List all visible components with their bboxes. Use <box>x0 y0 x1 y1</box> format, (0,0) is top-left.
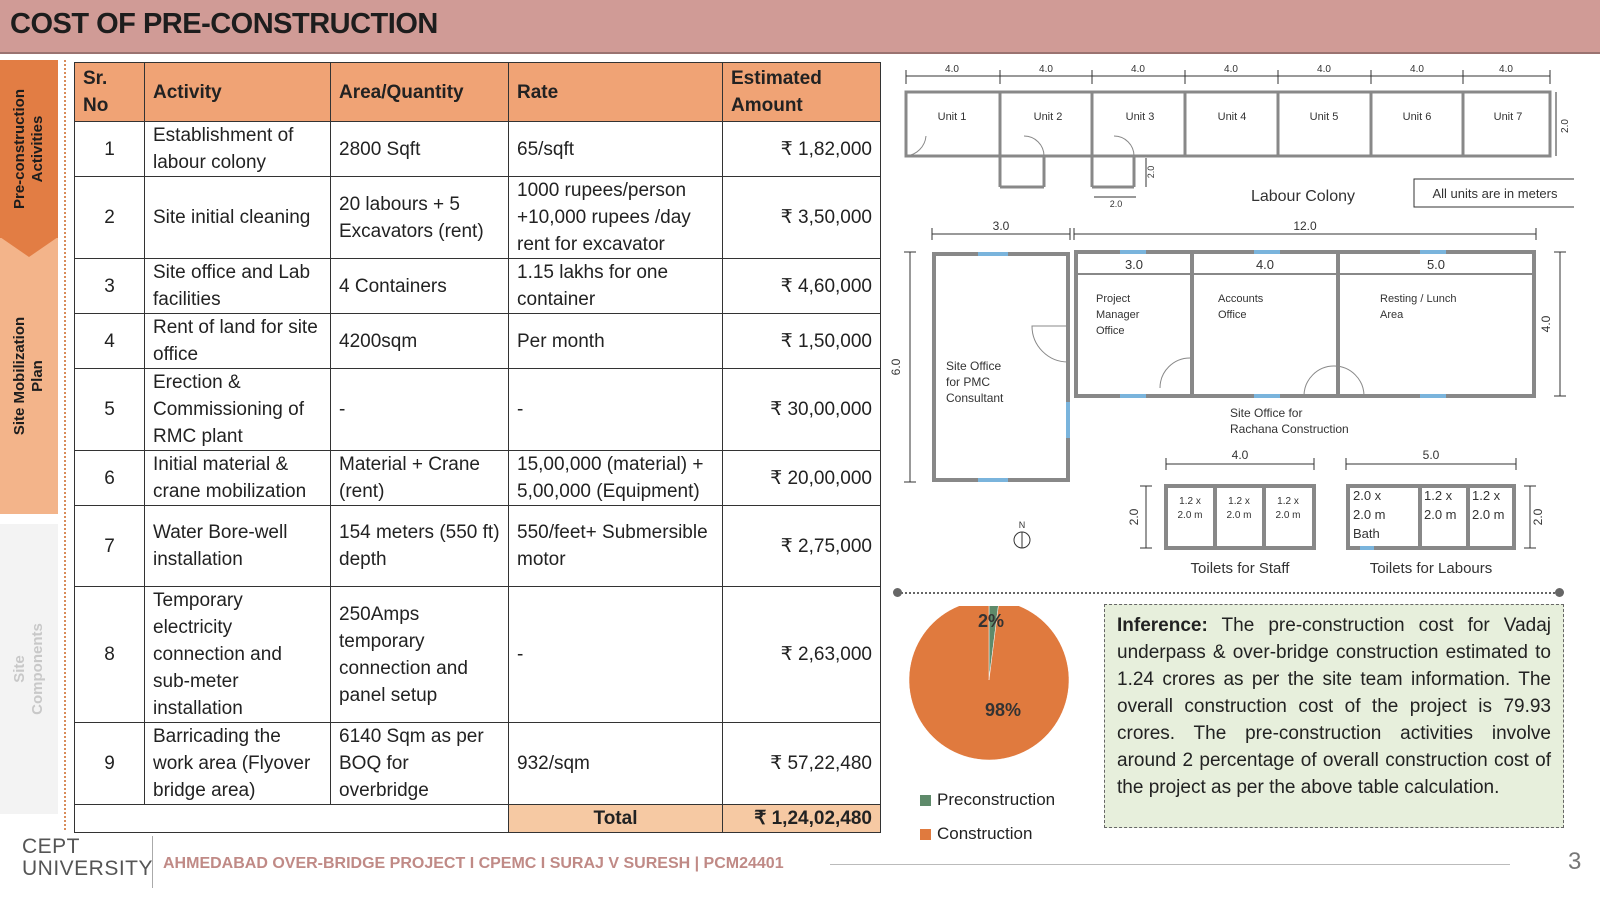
cost-pie-chart <box>907 606 1087 776</box>
cell-sr: 8 <box>75 587 145 723</box>
cell-amount: ₹ 20,00,000 <box>723 451 881 506</box>
room-label: Project <box>1096 293 1131 305</box>
labour-toilet-label: Toilets for Labours <box>1369 560 1493 577</box>
sidebar-label: Site Components <box>11 623 46 715</box>
table-header-row <box>75 63 881 122</box>
room-label: Manager <box>1096 309 1140 321</box>
logo-bottom: UNIVERSITY <box>22 857 154 880</box>
pmc-label-lines <box>946 359 1004 405</box>
toilet-cell-label: 2.0 m <box>1226 510 1252 521</box>
cept-logo <box>22 836 153 880</box>
cell-amount: ₹ 57,22,480 <box>723 723 881 805</box>
pmc-label: Site Office <box>946 359 1002 373</box>
dim-label: 2.0 <box>1127 508 1141 526</box>
legend-swatch <box>920 795 931 806</box>
cell-activity: Barricading the work area (Flyover bridge area) <box>145 723 331 805</box>
cell-rate: 65/sqft <box>509 122 723 177</box>
inference-heading: Inference: <box>1117 615 1208 636</box>
toilet-cell-label: 1.2 x <box>1277 496 1299 507</box>
table-row <box>75 259 881 314</box>
cell-sr: 4 <box>75 314 145 369</box>
cell-quantity: 6140 Sqm as per BOQ for overbridge <box>331 723 509 805</box>
dim-label: 4.0 <box>1499 64 1513 75</box>
unit-label: Unit 5 <box>1309 111 1339 123</box>
cell-activity: Site initial cleaning <box>145 177 331 259</box>
dim-label: 3.0 <box>992 219 1010 233</box>
pie-value-label: 2% <box>977 611 1005 631</box>
rachana-office-label <box>1230 406 1349 436</box>
unit-label: Unit 4 <box>1217 111 1247 123</box>
dim-label: 4.0 <box>1410 64 1424 75</box>
sidebar-item-site-mobilization[interactable] <box>0 238 58 514</box>
cell-quantity: 20 labours + 5 Excavators (rent) <box>331 177 509 259</box>
title-bar <box>0 0 1600 54</box>
total-label: Total <box>509 805 723 833</box>
cell-rate: - <box>509 587 723 723</box>
cell-amount: ₹ 2,63,000 <box>723 587 881 723</box>
col-header: Activity <box>145 63 331 122</box>
col-header: Area/Quantity <box>331 63 509 122</box>
inference-box <box>1104 604 1564 828</box>
toilet-cell-label: 2.0 m <box>1275 510 1301 521</box>
cell-quantity: 4200sqm <box>331 314 509 369</box>
cell-quantity: 4 Containers <box>331 259 509 314</box>
cell-activity: Temporary electricity connection and sub-meter installation <box>145 587 331 723</box>
col-header: Rate <box>509 63 723 122</box>
total-amount: ₹ 1,24,02,480 <box>723 805 881 833</box>
pie-value-label: 98% <box>984 700 1022 720</box>
room-label: Office <box>1218 309 1247 321</box>
room-label: Office <box>1096 325 1125 337</box>
legend-item-preconstruction <box>920 790 1055 810</box>
labour-toilet-cells <box>1353 488 1505 541</box>
cell-quantity: - <box>331 369 509 451</box>
room-label: Accounts <box>1218 293 1264 305</box>
dim-label: 4.0 <box>1224 64 1238 75</box>
cell-sr: 5 <box>75 369 145 451</box>
cost-table <box>74 62 881 833</box>
table-row <box>75 587 881 723</box>
pmc-label: for PMC <box>946 375 991 389</box>
legend-swatch <box>920 829 931 840</box>
cell-rate: 1.15 lakhs for one container <box>509 259 723 314</box>
unit-label: Unit 2 <box>1033 111 1063 123</box>
cell-quantity: 250Amps temporary connection and panel setup <box>331 587 509 723</box>
dim-label: 5.0 <box>1426 257 1446 272</box>
cell-activity: Erection & Commissioning of RMC plant <box>145 369 331 451</box>
cell-amount: ₹ 4,60,000 <box>723 259 881 314</box>
section-divider <box>897 592 1559 594</box>
dim-label: 4.0 <box>1539 315 1553 333</box>
toilet-cell-label: 1.2 x <box>1424 488 1453 503</box>
cell-activity: Rent of land for site office <box>145 314 331 369</box>
cell-quantity: Material + Crane (rent) <box>331 451 509 506</box>
sidebar-label: Site Mobilization Plan <box>11 316 46 436</box>
cell-amount: ₹ 1,82,000 <box>723 122 881 177</box>
rachana-office-label: Rachana Construction <box>1230 422 1349 436</box>
footer-text: AHMEDABAD OVER-BRIDGE PROJECT I CPEMC I SURAJ V SURESH | PCM24401 <box>163 855 784 872</box>
room-label: Resting / Lunch <box>1380 293 1457 305</box>
table-total-row <box>75 805 881 833</box>
cell-amount: ₹ 30,00,000 <box>723 369 881 451</box>
active-pointer <box>0 237 58 259</box>
toilet-cell-label: 2.0 m <box>1472 507 1505 522</box>
cell-rate: 1000 rupees/person +10,000 rupees /day rent for excavator <box>509 177 723 259</box>
north-label: N <box>1018 520 1026 530</box>
cell-sr: 6 <box>75 451 145 506</box>
cell-activity: Establishment of labour colony <box>145 122 331 177</box>
cell-activity: Initial material & crane mobilization <box>145 451 331 506</box>
cell-rate: 932/sqm <box>509 723 723 805</box>
table-row <box>75 369 881 451</box>
cell-rate: - <box>509 369 723 451</box>
dim-label: 4.0 <box>1255 257 1275 272</box>
bath-label: 2.0 m <box>1353 507 1386 522</box>
units-note: All units are in meters <box>1432 186 1558 201</box>
sidebar-label: Pre-construction Activities <box>11 88 46 210</box>
bath-label: Bath <box>1353 526 1380 541</box>
cell-amount: ₹ 1,50,000 <box>723 314 881 369</box>
page-title: COST OF PRE-CONSTRUCTION <box>10 8 438 40</box>
dim-label: 2.0 <box>1109 199 1123 209</box>
legend-label: Preconstruction <box>937 790 1056 809</box>
toilet-cell-label: 1.2 x <box>1179 496 1201 507</box>
dim-label: 5.0 <box>1422 448 1440 462</box>
unit-label: Unit 1 <box>937 111 967 123</box>
table-row <box>75 314 881 369</box>
table-row <box>75 177 881 259</box>
inference-text: The pre-construction cost for Vadaj underpass & over-bridge construction estimated to 1.24 crores as per the site team information. The overall construction cost of the project is 79.93 crores. The pre-construction activities involve around 2 percentage of overall construction cost of the project as per the above table calculation. <box>1117 615 1551 798</box>
dim-label: 6.0 <box>889 358 903 376</box>
sidebar-divider <box>64 60 66 830</box>
cell-amount: ₹ 3,50,000 <box>723 177 881 259</box>
cell-sr: 1 <box>75 122 145 177</box>
total-spacer <box>75 805 509 833</box>
sidebar-item-site-components[interactable] <box>0 524 58 814</box>
cell-rate: 15,00,000 (material) + 5,00,000 (Equipment) <box>509 451 723 506</box>
sidebar <box>0 60 58 830</box>
cell-sr: 2 <box>75 177 145 259</box>
rachana-office-label: Site Office for <box>1230 406 1303 420</box>
cell-sr: 3 <box>75 259 145 314</box>
dim-label: 2.0 <box>1531 508 1545 526</box>
cell-rate: Per month <box>509 314 723 369</box>
dim-label: 3.0 <box>1124 257 1144 272</box>
unit-label: Unit 6 <box>1402 111 1432 123</box>
toilet-cell-label: 1.2 x <box>1228 496 1250 507</box>
pmc-label: Consultant <box>946 391 1004 405</box>
unit-label: Unit 7 <box>1493 111 1523 123</box>
table-row <box>75 506 881 587</box>
dim-label: 4.0 <box>1039 64 1053 75</box>
cell-sr: 9 <box>75 723 145 805</box>
legend-label: Construction <box>937 824 1033 843</box>
dim-label: 4.0 <box>1231 448 1249 462</box>
toilet-cell-label: 2.0 m <box>1424 507 1457 522</box>
dim-label: 4.0 <box>1317 64 1331 75</box>
bath-label: 2.0 x <box>1353 488 1382 503</box>
dim-label: 4.0 <box>1131 64 1145 75</box>
room-label: Area <box>1380 309 1404 321</box>
cell-quantity: 154 meters (550 ft) depth <box>331 506 509 587</box>
dim-label: 4.0 <box>945 64 959 75</box>
table-row <box>75 723 881 805</box>
page-number: 3 <box>1568 848 1582 875</box>
cell-sr: 7 <box>75 506 145 587</box>
col-header: Sr. No <box>75 63 145 122</box>
toilet-cell-label: 2.0 m <box>1177 510 1203 521</box>
dim-label: 2.0 <box>1560 119 1571 133</box>
staff-toilet-cells <box>1177 496 1300 521</box>
cell-activity: Site office and Lab facilities <box>145 259 331 314</box>
dim-label: 12.0 <box>1293 219 1317 233</box>
staff-toilet-label: Toilets for Staff <box>1190 560 1290 577</box>
divider-end <box>1555 588 1564 597</box>
toilet-cell-label: 1.2 x <box>1472 488 1501 503</box>
legend-item-construction <box>920 824 1032 844</box>
col-header: Estimated Amount <box>723 63 881 122</box>
site-layout-plan <box>884 62 1574 592</box>
dim-label: 2.0 <box>1146 165 1156 179</box>
cell-quantity: 2800 Sqft <box>331 122 509 177</box>
cell-amount: ₹ 2,75,000 <box>723 506 881 587</box>
table-row <box>75 451 881 506</box>
sidebar-item-pre-construction[interactable] <box>0 60 58 238</box>
footer-rule <box>830 864 1510 865</box>
table-row <box>75 122 881 177</box>
unit-label: Unit 3 <box>1125 111 1155 123</box>
logo-separator <box>152 836 153 888</box>
room-labels <box>1096 293 1456 337</box>
cell-rate: 550/feet+ Submersible motor <box>509 506 723 587</box>
logo-top: CEPT <box>22 835 81 858</box>
labour-colony-label: Labour Colony <box>1250 188 1356 205</box>
cell-activity: Water Bore-well installation <box>145 506 331 587</box>
